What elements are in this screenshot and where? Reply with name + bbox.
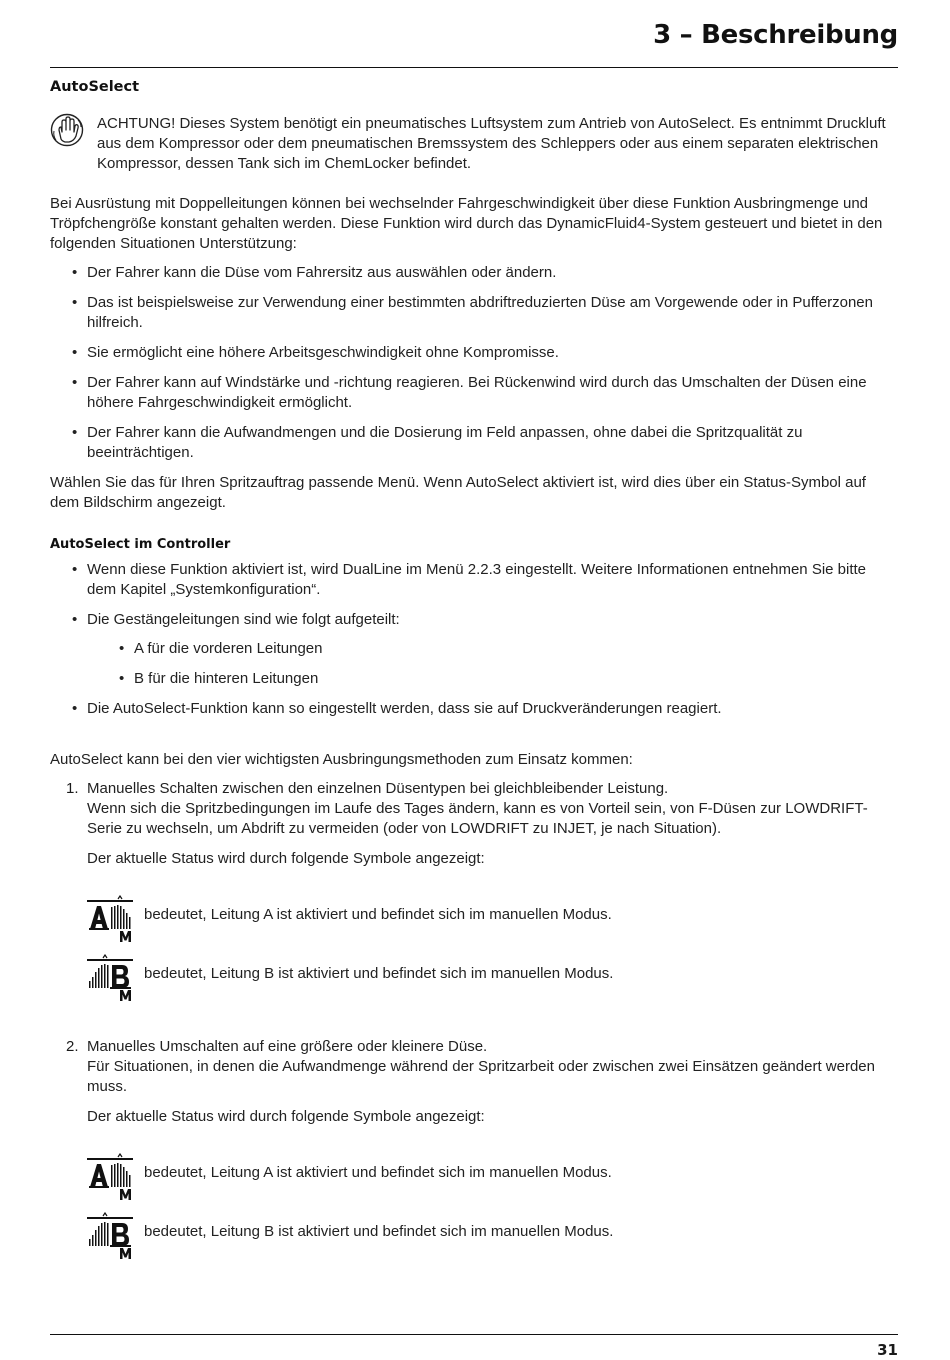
page-number: 31 [877,1341,898,1359]
header-rule [50,67,898,68]
list-item: • B für die hinteren Leitungen [50,669,898,689]
status-label: Der aktuelle Status wird durch folgende Symbole angezeigt: [87,850,485,867]
symbol-row [87,1212,847,1260]
symbol-row [87,895,847,943]
section-heading: AutoSelect [50,79,140,95]
list-item: • Der Fahrer kann auf Windstärke und -richtung reagieren. Bei Rückenwind wird durch das Umschalten der Düsen eine höhere Fahrgeschwindigkeit ermöglicht. [50,373,898,413]
chapter-title: 3 – Beschreibung [653,20,898,50]
controller-list-end [50,699,898,729]
method-number: 2. [66,1038,79,1055]
list-item: • A für die vorderen Leitungen [50,639,898,659]
list-item: • Wenn diese Funktion aktiviert ist, wird DualLine im Menü 2.2.3 eingestellt. Weitere Informationen entnehmen Sie bitte dem Kapitel „Systemkonfiguration“. [50,560,898,600]
hand-warning-icon [50,112,84,148]
list-item: • Das ist beispielsweise zur Verwendung einer bestimmten abdriftreduzierten Düse am Vorgewende oder in Pufferzonen hilfreich. [50,293,898,333]
method-description: Für Situationen, in denen die Aufwandmenge während der Spritzarbeit oder zwischen zwei Einsätzen geändert werden muss. [87,1058,875,1095]
intro-paragraph: Bei Ausrüstung mit Doppelleitungen können bei wechselnder Fahrgeschwindigkeit über diese Funktion Ausbringmenge und Tröpfchengröße konstant gehalten werden. Diese Funktion wird durch das DynamicFluid4-System gesteuert und bietet in den folgenden Situationen Unterstützung: [50,195,883,252]
manual-page [50,0,898,1360]
method-title: Manuelles Umschalten auf eine größere oder kleinere Düse. [87,1038,488,1055]
symbol-row [87,1153,847,1201]
closing-paragraph: Wählen Sie das für Ihren Spritzauftrag passende Menü. Wenn AutoSelect aktiviert ist, wird dies über ein Status-Symbol auf dem Bildschirm angezeigt. [50,474,866,511]
list-item: • Die AutoSelect-Funktion kann so eingestellt werden, dass sie auf Druckveränderungen reagiert. [50,699,898,719]
line-a-manual-icon [87,1153,135,1201]
method-number: 1. [66,780,79,797]
feature-list [50,263,898,473]
line-assignment-list [50,639,898,699]
symbol-description: bedeutet, Leitung B ist aktiviert und befindet sich im manuellen Modus. [144,965,614,982]
symbol-description: bedeutet, Leitung B ist aktiviert und befindet sich im manuellen Modus. [144,1223,614,1240]
list-item: • Der Fahrer kann die Düse vom Fahrersitz aus auswählen oder ändern. [50,263,898,283]
line-a-manual-icon [87,895,135,943]
footer-rule [50,1334,898,1335]
subsection-heading: AutoSelect im Controller [50,537,231,552]
status-label: Der aktuelle Status wird durch folgende Symbole angezeigt: [87,1108,485,1125]
symbol-description: bedeutet, Leitung A ist aktiviert und befindet sich im manuellen Modus. [144,906,612,923]
list-item: • Sie ermöglicht eine höhere Arbeitsgeschwindigkeit ohne Kompromisse. [50,343,898,363]
methods-intro: AutoSelect kann bei den vier wichtigsten Ausbringungsmethoden zum Einsatz kommen: [50,751,633,768]
line-b-manual-icon [87,1212,135,1260]
line-b-manual-icon [87,954,135,1002]
symbol-row [87,954,847,1002]
warning-text: ACHTUNG! Dieses System benötigt ein pneumatisches Luftsystem zum Antrieb von AutoSelect. Es entnimmt Druckluft aus dem Kompressor oder dem pneumatischen Bremssystem des Schleppers oder aus einem separaten elektrischen Kompressor, dessen Tank sich im ChemLocker befindet. [97,115,886,172]
list-item: • Der Fahrer kann die Aufwandmengen und die Dosierung im Feld anpassen, ohne dabei die Spritzqualität zu beeinträchtigen. [50,423,898,463]
list-item: • Die Gestängeleitungen sind wie folgt aufgeteilt: [50,610,898,630]
method-description: Wenn sich die Spritzbedingungen im Laufe des Tages ändern, kann es von Vorteil sein, von F-Düsen zur LOWDRIFT-Serie zu wechseln, um Abdrift zu vermeiden (oder von LOWDRIFT zu INJET, je nach Situation). [87,800,868,837]
symbol-description: bedeutet, Leitung A ist aktiviert und befindet sich im manuellen Modus. [144,1164,612,1181]
controller-list [50,560,898,640]
method-title: Manuelles Schalten zwischen den einzelnen Düsentypen bei gleichbleibender Leistung. [87,780,669,797]
